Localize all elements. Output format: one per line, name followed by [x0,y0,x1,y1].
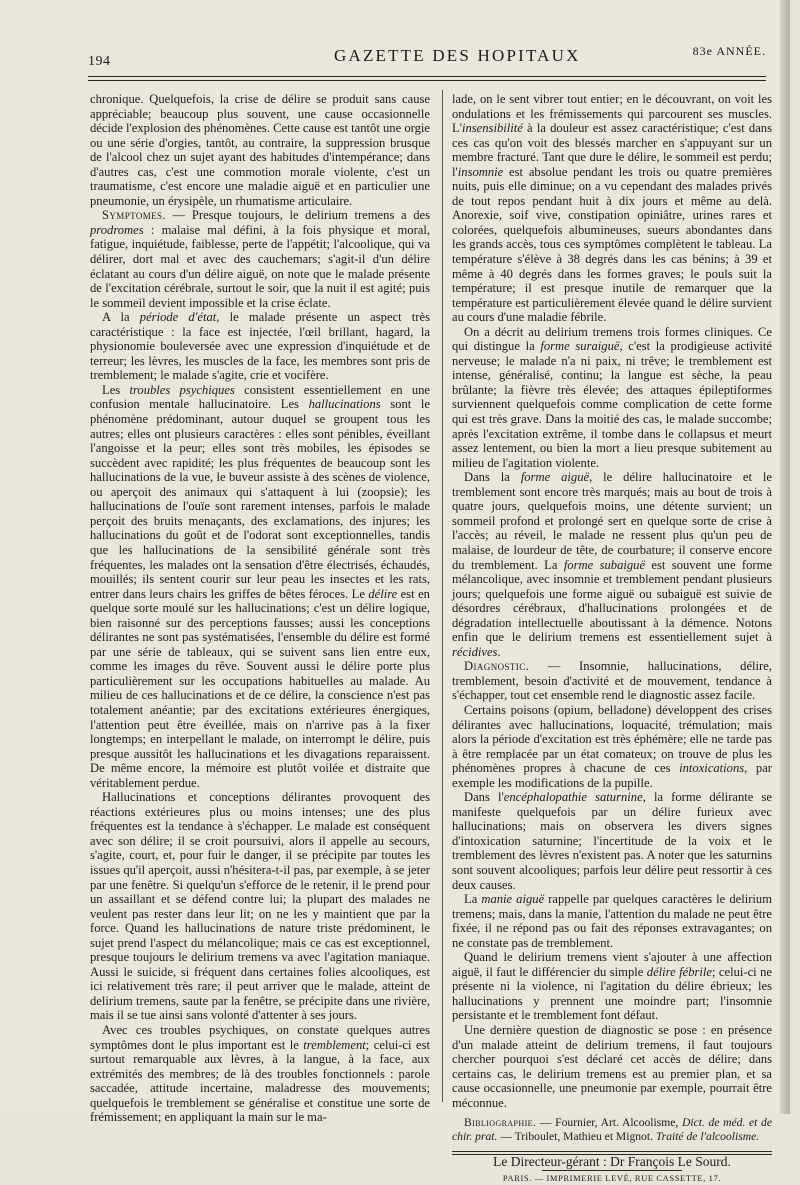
page-header [88,40,770,70]
paragraph: Avec ces troubles psychiques, on constate quelques autres symptômes dont le plus important est le tremblement; celui-ci est surtout remarquable aux lèvres, à la langue, à la face, aux extrémités des membres; de là des troubles fonctionnels : parole saccadée, attitude incertaine, maladresse des mouvements; quelquefois le tremblement se généralise et constitue une sorte de frémissement; en appliquant la main sur le ma- [90,1023,430,1125]
paragraph: Dans la forme aiguë, le délire hallucinatoire et le tremblement sont encore très marqués; mais au bout de trois à quatre jours, quelquefois moins, une détente survient; un sommeil profond et prolongé sert en quelque sorte de crise à l'accès; au réveil, le malade ne ressent plus qu'un peu de malaise, de lourdeur de tête, de courbature; il conserve encore du tremblement. La forme subaiguë est souvent une forme mélancolique, avec insomnie et tremblement pendant plusieurs jours; quelquefois une forme aiguë ou subaiguë est suivie de désordres cérébraux, d'hallucinations prolongées et de dégradation intellectuelle aboutissant à la démence. Notons enfin que le delirium tremens est essentiellement sujet à récidives. [452,470,772,659]
paragraph: La manie aiguë rappelle par quelques caractères le delirium tremens; mais, dans la manie, l'attention du malade ne peut être fixée, il ne répond pas ou fait des réponses extravagantes; on ne constate pas de tremblement. [452,892,772,950]
left-column [90,92,430,1125]
right-column [452,92,772,1185]
editor-signature: Le Directeur-gérant : Dr François Le Sourd. [493,1154,731,1170]
paragraph-symptomes: Symptomes. — Presque toujours, le delirium tremens a des prodromes : malaise mal défini, à la fois physique et moral, fatigue, inquiétude, faiblesse, perte de l'appétit; l'alcoolique, qui va délirer, dort mal et avec des cauchemars; s'agit-il d'un délire éclatant au cours d'un délire aiguë, on note que le malade présente de l'excitation cérébrale, surtout le soir, que la nuit il est agité; puis le sommeil devient impossible et la crise éclate. [90,208,430,310]
paragraph: Quand le delirium tremens vient s'ajouter à une affection aiguë, il faut le différencier du simple délire fébrile; celui-ci ne présente ni la violence, ni l'agitation du délire ébrieux; les hallucinations y prennent une moindre part; l'insomnie persistante et le tremblement font défaut. [452,950,772,1023]
paragraph: Hallucinations et conceptions délirantes provoquent des réactions extérieures plus ou moins intenses; une des plus fréquentes est la tendance à s'échapper. Le malade est conséquent avec son délire; il se croit poursuivi, alors il appelle au secours, s'agite, court, et, pour fuir le danger, il se précipite par toutes les issues qu'il aperçoit, aussi n'hésitera-t-il pas, par exemple, à se jeter par une fenêtre. Si quelqu'un s'efforce de le retenir, il le prend pour un assaillant et se défend contre lui; la plupart des malades ne veulent pas rester dans leur lit; on ne les y maintient que par la force. Quand les hallucinations de nature triste prédominent, le sujet prend l'aspect du mélancolique; mais ce cas est exceptionnel, presque toujours le delirium tremens va avec l'agitation maniaque. Aussi le suicide, si fréquent dans certaines folies alcooliques, est ici relativement très rare; il peut arriver que le malade, atteint de delirium tremens, saute par la fenêtre, se précipite dans une rivière, mais il se tue ainsi sans volonté d'attenter à ses jours. [90,790,430,1023]
paragraph: Certains poisons (opium, belladone) développent des crises délirantes avec hallucinations, loquacité, trémulation; mais alors la période d'excitation est très éphémère; elle ne tarde pas à être remplacée par un état comateux; on trouve de plus les phénomènes propres à chacune de ces intoxications, par exemple les modifications de la pupille. [452,702,772,790]
page-number: 194 [88,54,111,69]
bibliography: Bibliographie. — Fournier, Art. Alcoolisme, Dict. de méd. et de chir. prat. — Triboulet, Mathieu et Mignot. Traité de l'alcoolisme. [452,1116,773,1143]
section-heading-diagnostic: Diagnostic. [464,659,530,674]
paragraph-diagnostic: Diagnostic. — Insomnie, hallucinations, délire, tremblement, besoin d'activité et de mouvement, tendance à s'échapper, tout cet ensemble rend le diagnostic assez facile. [452,659,772,703]
signature-rule-thick [452,1151,772,1152]
paragraph: lade, on le sent vibrer tout entier; en le découvrant, on voit les ondulations et les frémissements qui parcourent ses muscles. L'insensibilité à la douleur est assez caractéristique; c'est dans ces cas qu'on voit des blessés marcher en s'appuyant sur un membre fracturé. Tant que dure le délire, le sommeil est perdu; l'insomnie est absolue pendant les trois ou quatre premières nuits, puis elle diminue; on a vu cependant des malades privés de tout repos pendant huit à dix jours et même au delà. Anorexie, soif vive, constipation opiniâtre, urines rares et colorées, quelquefois albumineuses, sueurs abondantes dans les grands accès, tous ces symptômes complètent le tableau. La température s'élève à 38 degrés dans les cas bénins; à 39 et même à 40 degrés dans les formes graves; le pouls suit la température; il est presque inutile de remarquer que la température est particulièrement élevée quand le délire survient au cours d'une maladie fébrile. [452,92,772,325]
page-edge-shadow [780,0,790,1114]
section-heading-symptomes: Symptomes. [102,208,166,223]
paragraph: A la période d'état, le malade présente un aspect très caractéristique : la face est injectée, l'œil brillant, hagard, la physionomie bouleversée avec une expression d'inquiétude et de terreur; les lèvres, les muscles de la face, les membres sont pris de tremblement; le malade s'agite, crie et vocifère. [90,310,430,383]
header-rule-thin [88,80,766,81]
paragraph: On a décrit au delirium tremens trois formes cliniques. Ce qui distingue la forme suraiguë, c'est la prodigieuse activité nerveuse; le malade n'a ni paix, ni trêve; le tremblement est intense, généralisé, continu; la langue est sèche, la peau brûlante; la fièvre très élevée; des attaques épileptiformes surviennent quelquefois comme complication de cette forme qui est très grave. Dans la moitié des cas, le malade succombe; après l'excitation extrême, il tombe dans le collapsus et meurt assez lentement, ou bien la mort a lieu presque subitement au milieu de l'agitation violente. [452,324,773,470]
paragraph: Dans l'encéphalopathie saturnine, la forme délirante se manifeste quelquefois par un délire furieux avec hallucinations; mais on observera les divers signes d'intoxication saturnine; l'incertitude de la voix et le tremblement des lèvres n'existent pas. A noter que les saturnins sont souvent alcooliques; parfois leur délire peut ressortir à ces deux causes. [452,790,772,892]
paragraph: chronique. Quelquefois, la crise de délire se produit sans cause appréciable; beaucoup plus souvent, une cause occasionnelle décide l'explosion des phénomènes. Cette cause est tantôt une orgie ou une série d'orgies, tantôt, au contraire, la suppression brusque de l'alcool chez un sujet ayant des habitudes d'intempérance; dans d'autres cas, c'est une commotion morale violente, c'est un traumatisme, c'est encore une maladie aiguë et en particulier une pneumonie, un érysipèle, un rhumatisme articulaire. [90,92,430,208]
header-rule-thick [88,76,766,77]
journal-title: GAZETTE DES HOPITAUX [334,46,581,65]
column-divider [442,90,443,1102]
paragraph: Les troubles psychiques consistent essentiellement en une confusion mentale hallucinatoire. Les hallucinations sont le phénomène prédominant, autour duquel se groupent tous les autres; elles ont plusieurs caractères : elles sont pénibles, éveillant l'angoisse et la peur; elles sont très mobiles, les épisodes se succèdent avec rapidité; les plus fréquentes de beaucoup sont les hallucinations de la vue, le buveur assiste à des scènes de violence, ou aperçoit des animaux qui s'attaquent à lui (zoopsie); les hallucinations de l'ouïe sont rarement intenses, parfois le malade perçoit des bruits menaçants, des exclamations, des injures; les hallucinations du goût et de l'odorat sont exceptionnelles, tandis que les hallucinations de la sensibilité générale sont très fréquentes, les malades ont la sensation d'être électrisés, échaudés, mouillés; ils sentent courir sur leur peau les insectes et les rats, entrer dans leurs chairs les griffes de bêtes féroces. Le délire est en quelque sorte moulé sur les hallucinations; c'est un délire logique, bien raisonné sur des perceptions fausses; aussi les conceptions délirantes ne sont pas systématisées, l'ensemble du délire est formé par une série de tableaux, qui se suivent sans lien entre eux, comme les images du rêve. Souvent aussi le délire porte plus particulièrement sur les occupations habituelles au malade. Au milieu de ces hallucinations et de ce délire, la conscience n'est pas totalement anéantie; par des excitations extérieures énergiques, l'attention peut être éveillée, mais on n'arrive pas à la fixer longtemps; en interpellant le malade, on interrompt le délire, puis presque aussitôt les hallucinations et les divagations reparaissent. De même encore, la mémoire est plutôt voilée et distraite que véritablement perdue. [90,382,431,790]
paragraph: Une dernière question de diagnostic se pose : en présence d'un malade atteint de delirium tremens, il faut toujours chercher pourquoi s'est déclaré cet accès de délire; dans certains cas, le delirium tremens est au premier plan, et sa cause occasionnelle, une pneumonie par exemple, pourrait être méconnue. [452,1023,772,1110]
printer-line: PARIS. — IMPRIMERIE LEVÉ, RUE CASSETTE, 17. [502,1172,722,1183]
year-label: 83e ANNÉE. [692,44,766,58]
